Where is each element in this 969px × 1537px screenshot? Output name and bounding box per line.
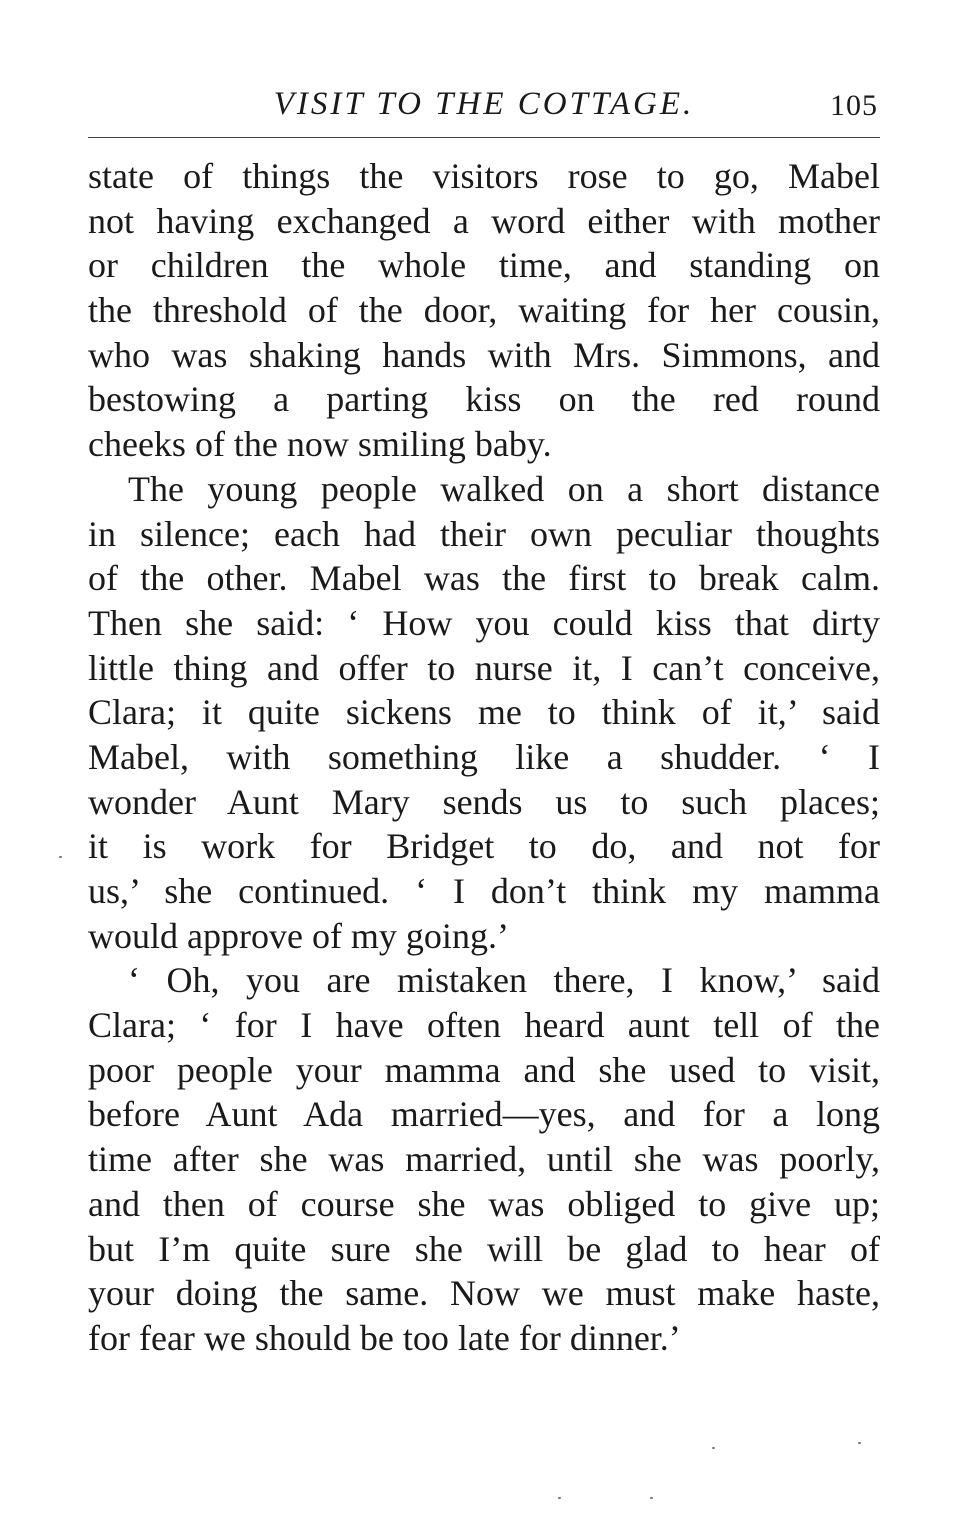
text-line: Clara; it quite sickens me to think of it,’ said xyxy=(88,692,880,733)
text-line: for fear we should be too late for dinner.’ xyxy=(88,1317,681,1358)
text-line: of the other. Mabel was the first to break calm. xyxy=(88,558,880,599)
text-line: poor people your mamma and she used to visit, xyxy=(88,1049,880,1090)
text-line: little thing and offer to nurse it, I can’t conceive, xyxy=(88,647,880,688)
text-line: The young people walked on a short distance xyxy=(128,468,880,509)
paragraph xyxy=(88,958,880,1360)
text-line: us,’ she continued. ‘ I don’t think my mamma xyxy=(88,871,880,911)
text-line: Mabel, with something like a shudder. ‘ I xyxy=(88,736,880,777)
text-line: Then she said: ‘ How you could kiss that dirty xyxy=(88,602,880,643)
text-line: not having exchanged a word either with mother xyxy=(88,200,880,241)
print-speck xyxy=(59,856,62,858)
text-line: bestowing a parting kiss on the red round xyxy=(88,379,880,420)
text-line: would approve of my going.’ xyxy=(88,915,509,956)
body-text xyxy=(88,154,880,1361)
text-line: state of things the visitors rose to go, Mabel xyxy=(88,156,880,196)
print-speck xyxy=(650,1497,653,1499)
text-line: the threshold of the door, waiting for her cousin, xyxy=(88,290,880,331)
page-number: 105 xyxy=(830,89,878,122)
text-line: before Aunt Ada married—yes, and for a long xyxy=(88,1094,880,1135)
print-speck xyxy=(558,1497,561,1499)
text-line: ‘ Oh, you are mistaken there, I know,’ said xyxy=(128,960,880,1001)
text-line: but I’m quite sure she will be glad to hear of xyxy=(88,1228,880,1269)
text-line: it is work for Bridget to do, and not for xyxy=(88,826,880,867)
text-line: or children the whole time, and standing on xyxy=(88,245,880,286)
header-rule xyxy=(88,137,880,138)
text-line: Clara; ‘ for I have often heard aunt tell of the xyxy=(88,1005,880,1046)
text-line: in silence; each had their own peculiar thoughts xyxy=(88,513,880,554)
text-line: cheeks of the now smiling baby. xyxy=(88,424,552,465)
text-line: your doing the same. Now we must make haste, xyxy=(88,1273,880,1314)
paragraph xyxy=(88,154,880,467)
text-line: wonder Aunt Mary sends us to such places; xyxy=(88,781,880,822)
print-speck xyxy=(858,1442,861,1444)
print-speck xyxy=(712,1447,715,1449)
running-title: VISIT TO THE COTTAGE. xyxy=(273,86,695,122)
paragraph xyxy=(88,467,880,959)
running-head xyxy=(88,82,880,126)
text-line: and then of course she was obliged to give up; xyxy=(88,1183,880,1224)
text-line: who was shaking hands with Mrs. Simmons, and xyxy=(88,334,880,375)
text-line: time after she was married, until she was poorly, xyxy=(88,1139,880,1180)
